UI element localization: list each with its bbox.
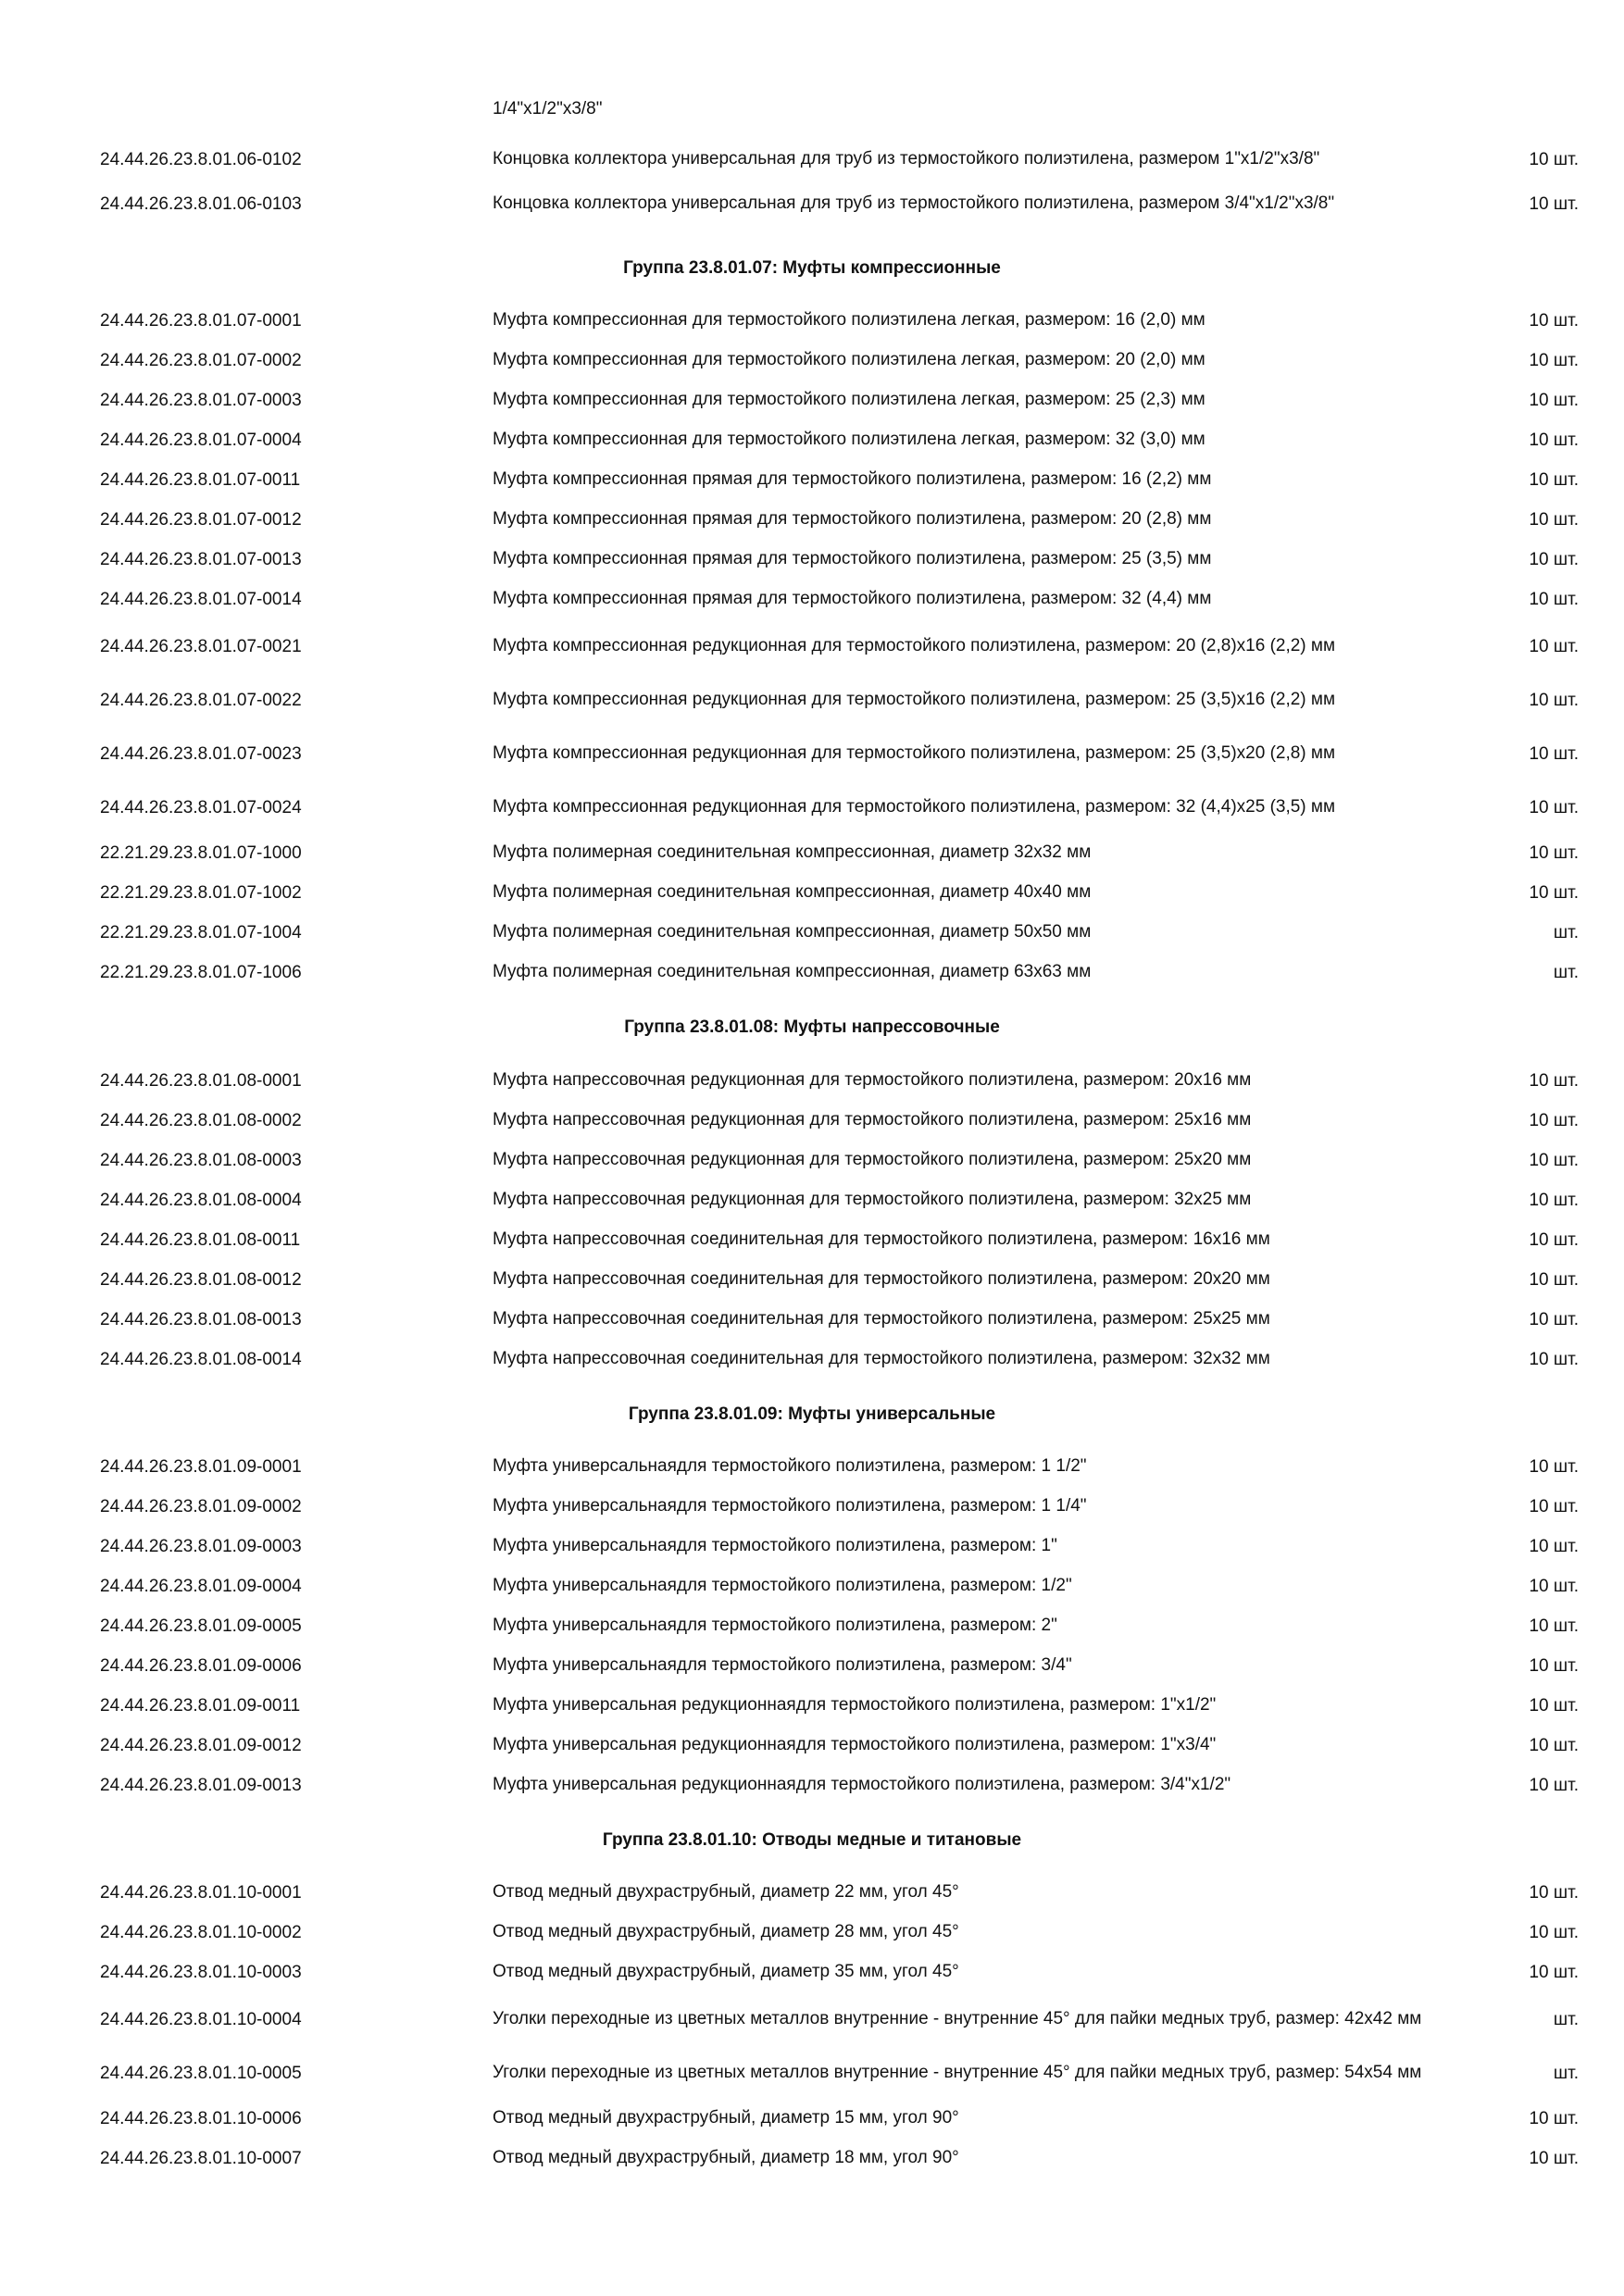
item-code: 22.21.29.23.8.01.07-1002 <box>100 883 302 903</box>
item-code: 24.44.26.23.8.01.08-0013 <box>100 1310 302 1329</box>
item-code: 24.44.26.23.8.01.08-0001 <box>100 1071 302 1091</box>
item-code: 24.44.26.23.8.01.08-0012 <box>100 1270 302 1290</box>
item-description: Муфта компрессионная для термостойкого полиэтилена легкая, размером: 16 (2,0) мм <box>493 310 1206 330</box>
item-unit: 10 шт. <box>1529 1270 1579 1290</box>
item-description: Муфта напрессовочная соединительная для термостойкого полиэтилена, размером: 25x25 мм <box>493 1309 1270 1329</box>
item-code: 24.44.26.23.8.01.07-0024 <box>100 798 302 817</box>
item-description: Уголки переходные из цветных металлов внутренние - внутренние 45° для пайки медных труб, размер: 54x54 мм <box>493 2063 1422 2082</box>
item-unit: 10 шт. <box>1529 550 1579 569</box>
item-unit: 10 шт. <box>1529 430 1579 450</box>
item-description: Отвод медный двухраструбный, диаметр 28 мм, угол 45° <box>493 1922 959 1941</box>
item-code: 24.44.26.23.8.01.08-0003 <box>100 1151 302 1170</box>
item-code: 24.44.26.23.8.01.09-0003 <box>100 1537 302 1556</box>
item-code: 24.44.26.23.8.01.10-0007 <box>100 2149 302 2168</box>
item-code: 24.44.26.23.8.01.09-0012 <box>100 1736 302 1755</box>
item-unit: 10 шт. <box>1529 883 1579 903</box>
item-unit: 10 шт. <box>1529 1616 1579 1636</box>
item-description: Отвод медный двухраструбный, диаметр 15 мм, угол 90° <box>493 2108 959 2128</box>
item-code: 24.44.26.23.8.01.07-0004 <box>100 430 302 450</box>
item-code: 24.44.26.23.8.01.07-0022 <box>100 691 302 710</box>
item-unit: 10 шт. <box>1529 744 1579 764</box>
item-code: 24.44.26.23.8.01.06-0102 <box>100 150 302 169</box>
item-code: 24.44.26.23.8.01.07-0021 <box>100 637 302 656</box>
item-description: Муфта компрессионная для термостойкого полиэтилена легкая, размером: 32 (3,0) мм <box>493 430 1206 449</box>
item-unit: 10 шт. <box>1529 470 1579 490</box>
item-code: 24.44.26.23.8.01.09-0013 <box>100 1776 302 1795</box>
item-code: 24.44.26.23.8.01.09-0004 <box>100 1577 302 1596</box>
item-code: 24.44.26.23.8.01.07-0012 <box>100 510 302 530</box>
item-description: Муфта компрессионная редукционная для термостойкого полиэтилена, размером: 25 (3,5)x16 (2,2) мм <box>493 690 1336 709</box>
item-description: Муфта универсальная редукционнаядля термостойкого полиэтилена, размером: 1"x3/4" <box>493 1735 1217 1754</box>
item-description: Муфта напрессовочная соединительная для термостойкого полиэтилена, размером: 16x16 мм <box>493 1229 1270 1249</box>
item-code: 24.44.26.23.8.01.07-0013 <box>100 550 302 569</box>
item-unit: 10 шт. <box>1529 1230 1579 1250</box>
item-unit: 10 шт. <box>1529 1111 1579 1130</box>
item-description: Муфта полимерная соединительная компрессионная, диаметр 50x50 мм <box>493 922 1092 942</box>
item-unit: 10 шт. <box>1529 798 1579 817</box>
item-code: 24.44.26.23.8.01.07-0023 <box>100 744 302 764</box>
group-heading: Группа 23.8.01.08: Муфты напрессовочные <box>624 1017 1000 1037</box>
item-unit: 10 шт. <box>1529 391 1579 410</box>
item-unit: 10 шт. <box>1529 2149 1579 2168</box>
item-code: 24.44.26.23.8.01.07-0014 <box>100 590 302 609</box>
item-code: 24.44.26.23.8.01.08-0014 <box>100 1350 302 1369</box>
item-code: 24.44.26.23.8.01.09-0011 <box>100 1696 301 1716</box>
item-description: Муфта напрессовочная редукционная для термостойкого полиэтилена, размером: 25x16 мм <box>493 1110 1252 1129</box>
item-unit: 10 шт. <box>1529 2109 1579 2128</box>
item-code: 24.44.26.23.8.01.08-0002 <box>100 1111 302 1130</box>
item-description: Муфта полимерная соединительная компрессионная, диаметр 63x63 мм <box>493 962 1092 981</box>
item-unit: 10 шт. <box>1529 351 1579 370</box>
item-unit: 10 шт. <box>1529 1071 1579 1091</box>
item-description: Муфта полимерная соединительная компрессионная, диаметр 40x40 мм <box>493 882 1092 902</box>
item-description: Муфта напрессовочная редукционная для термостойкого полиэтилена, размером: 25x20 мм <box>493 1150 1252 1169</box>
item-code: 24.44.26.23.8.01.10-0006 <box>100 2109 302 2128</box>
item-unit: 10 шт. <box>1529 194 1579 214</box>
item-unit: шт. <box>1553 2010 1579 2029</box>
item-description: Муфта напрессовочная соединительная для термостойкого полиэтилена, размером: 20x20 мм <box>493 1269 1270 1289</box>
item-description: Муфта универсальнаядля термостойкого полиэтилена, размером: 1" <box>493 1536 1057 1555</box>
item-unit: 10 шт. <box>1529 1736 1579 1755</box>
item-unit: 10 шт. <box>1529 1310 1579 1329</box>
item-unit: 10 шт. <box>1529 1457 1579 1477</box>
item-unit: 10 шт. <box>1529 1497 1579 1516</box>
item-description: Муфта универсальнаядля термостойкого полиэтилена, размером: 1 1/2" <box>493 1456 1087 1476</box>
item-unit: шт. <box>1553 2064 1579 2083</box>
item-code: 24.44.26.23.8.01.10-0001 <box>100 1883 302 1903</box>
item-code: 24.44.26.23.8.01.07-0002 <box>100 351 302 370</box>
continuation-text: 1/4"x1/2"x3/8" <box>493 99 603 119</box>
item-description: Отвод медный двухраструбный, диаметр 18 мм, угол 90° <box>493 2148 959 2167</box>
item-description: Муфта напрессовочная редукционная для термостойкого полиэтилена, размером: 20x16 мм <box>493 1070 1252 1090</box>
item-code: 24.44.26.23.8.01.07-0003 <box>100 391 302 410</box>
item-description: Муфта универсальная редукционнаядля термостойкого полиэтилена, размером: 1"x1/2" <box>493 1695 1217 1715</box>
item-code: 24.44.26.23.8.01.09-0006 <box>100 1656 302 1676</box>
item-description: Муфта компрессионная редукционная для термостойкого полиэтилена, размером: 20 (2,8)x16 (2,2) мм <box>493 636 1336 655</box>
item-code: 24.44.26.23.8.01.09-0005 <box>100 1616 302 1636</box>
item-code: 24.44.26.23.8.01.07-0011 <box>100 470 301 490</box>
item-code: 22.21.29.23.8.01.07-1000 <box>100 843 302 863</box>
item-description: Муфта компрессионная редукционная для термостойкого полиэтилена, размером: 25 (3,5)x20 (2,8) мм <box>493 743 1336 763</box>
item-description: Муфта универсальнаядля термостойкого полиэтилена, размером: 2" <box>493 1616 1057 1635</box>
group-heading: Группа 23.8.01.10: Отводы медные и титановые <box>602 1830 1022 1850</box>
item-unit: 10 шт. <box>1529 1577 1579 1596</box>
item-code: 24.44.26.23.8.01.10-0002 <box>100 1923 302 1942</box>
item-code: 22.21.29.23.8.01.07-1006 <box>100 963 302 982</box>
item-unit: 10 шт. <box>1529 510 1579 530</box>
item-unit: 10 шт. <box>1529 1696 1579 1716</box>
item-unit: 10 шт. <box>1529 637 1579 656</box>
item-code: 24.44.26.23.8.01.10-0003 <box>100 1963 302 1982</box>
item-unit: 10 шт. <box>1529 1656 1579 1676</box>
item-unit: шт. <box>1553 923 1579 942</box>
item-description: Отвод медный двухраструбный, диаметр 35 мм, угол 45° <box>493 1962 959 1981</box>
item-description: Муфта напрессовочная редукционная для термостойкого полиэтилена, размером: 32x25 мм <box>493 1190 1252 1209</box>
item-code: 24.44.26.23.8.01.09-0002 <box>100 1497 302 1516</box>
item-description: Муфта компрессионная для термостойкого полиэтилена легкая, размером: 25 (2,3) мм <box>493 390 1206 409</box>
item-description: Концовка коллектора универсальная для труб из термостойкого полиэтилена, размером 1"x1/2"x3/8" <box>493 149 1320 168</box>
item-description: Муфта универсальнаядля термостойкого полиэтилена, размером: 3/4" <box>493 1655 1072 1675</box>
item-unit: 10 шт. <box>1529 1191 1579 1210</box>
item-code: 24.44.26.23.8.01.10-0004 <box>100 2010 302 2029</box>
item-description: Муфта компрессионная прямая для термостойкого полиэтилена, размером: 32 (4,4) мм <box>493 589 1212 608</box>
item-description: Муфта универсальнаядля термостойкого полиэтилена, размером: 1 1/4" <box>493 1496 1087 1516</box>
item-code: 24.44.26.23.8.01.07-0001 <box>100 311 302 331</box>
item-unit: 10 шт. <box>1529 1963 1579 1982</box>
item-code: 24.44.26.23.8.01.06-0103 <box>100 194 302 214</box>
item-unit: 10 шт. <box>1529 1151 1579 1170</box>
group-heading: Группа 23.8.01.09: Муфты универсальные <box>628 1404 996 1424</box>
item-description: Уголки переходные из цветных металлов внутренние - внутренние 45° для пайки медных труб, размер: 42x42 мм <box>493 2009 1422 2028</box>
item-description: Отвод медный двухраструбный, диаметр 22 мм, угол 45° <box>493 1882 959 1902</box>
item-unit: 10 шт. <box>1529 590 1579 609</box>
item-code: 24.44.26.23.8.01.08-0011 <box>100 1230 301 1250</box>
item-unit: 10 шт. <box>1529 691 1579 710</box>
group-heading: Группа 23.8.01.07: Муфты компрессионные <box>623 258 1001 278</box>
item-unit: шт. <box>1553 963 1579 982</box>
item-description: Концовка коллектора универсальная для труб из термостойкого полиэтилена, размером 3/4"x1/2"x3/8" <box>493 193 1335 213</box>
item-description: Муфта полимерная соединительная компрессионная, диаметр 32x32 мм <box>493 842 1092 862</box>
item-description: Муфта компрессионная редукционная для термостойкого полиэтилена, размером: 32 (4,4)x25 (3,5) мм <box>493 797 1336 817</box>
item-unit: 10 шт. <box>1529 843 1579 863</box>
item-description: Муфта компрессионная прямая для термостойкого полиэтилена, размером: 25 (3,5) мм <box>493 549 1212 568</box>
item-description: Муфта универсальнаядля термостойкого полиэтилена, размером: 1/2" <box>493 1576 1072 1595</box>
item-code: 24.44.26.23.8.01.10-0005 <box>100 2064 302 2083</box>
item-unit: 10 шт. <box>1529 1537 1579 1556</box>
item-description: Муфта компрессионная прямая для термостойкого полиэтилена, размером: 16 (2,2) мм <box>493 469 1212 489</box>
item-description: Муфта компрессионная для термостойкого полиэтилена легкая, размером: 20 (2,0) мм <box>493 350 1206 369</box>
item-description: Муфта компрессионная прямая для термостойкого полиэтилена, размером: 20 (2,8) мм <box>493 509 1212 529</box>
item-unit: 10 шт. <box>1529 1350 1579 1369</box>
item-unit: 10 шт. <box>1529 1776 1579 1795</box>
item-description: Муфта напрессовочная соединительная для термостойкого полиэтилена, размером: 32x32 мм <box>493 1349 1270 1368</box>
item-code: 24.44.26.23.8.01.08-0004 <box>100 1191 302 1210</box>
item-code: 24.44.26.23.8.01.09-0001 <box>100 1457 302 1477</box>
item-unit: 10 шт. <box>1529 1923 1579 1942</box>
item-unit: 10 шт. <box>1529 311 1579 331</box>
item-unit: 10 шт. <box>1529 150 1579 169</box>
item-unit: 10 шт. <box>1529 1883 1579 1903</box>
item-code: 22.21.29.23.8.01.07-1004 <box>100 923 302 942</box>
item-description: Муфта универсальная редукционнаядля термостойкого полиэтилена, размером: 3/4"x1/2" <box>493 1775 1231 1794</box>
